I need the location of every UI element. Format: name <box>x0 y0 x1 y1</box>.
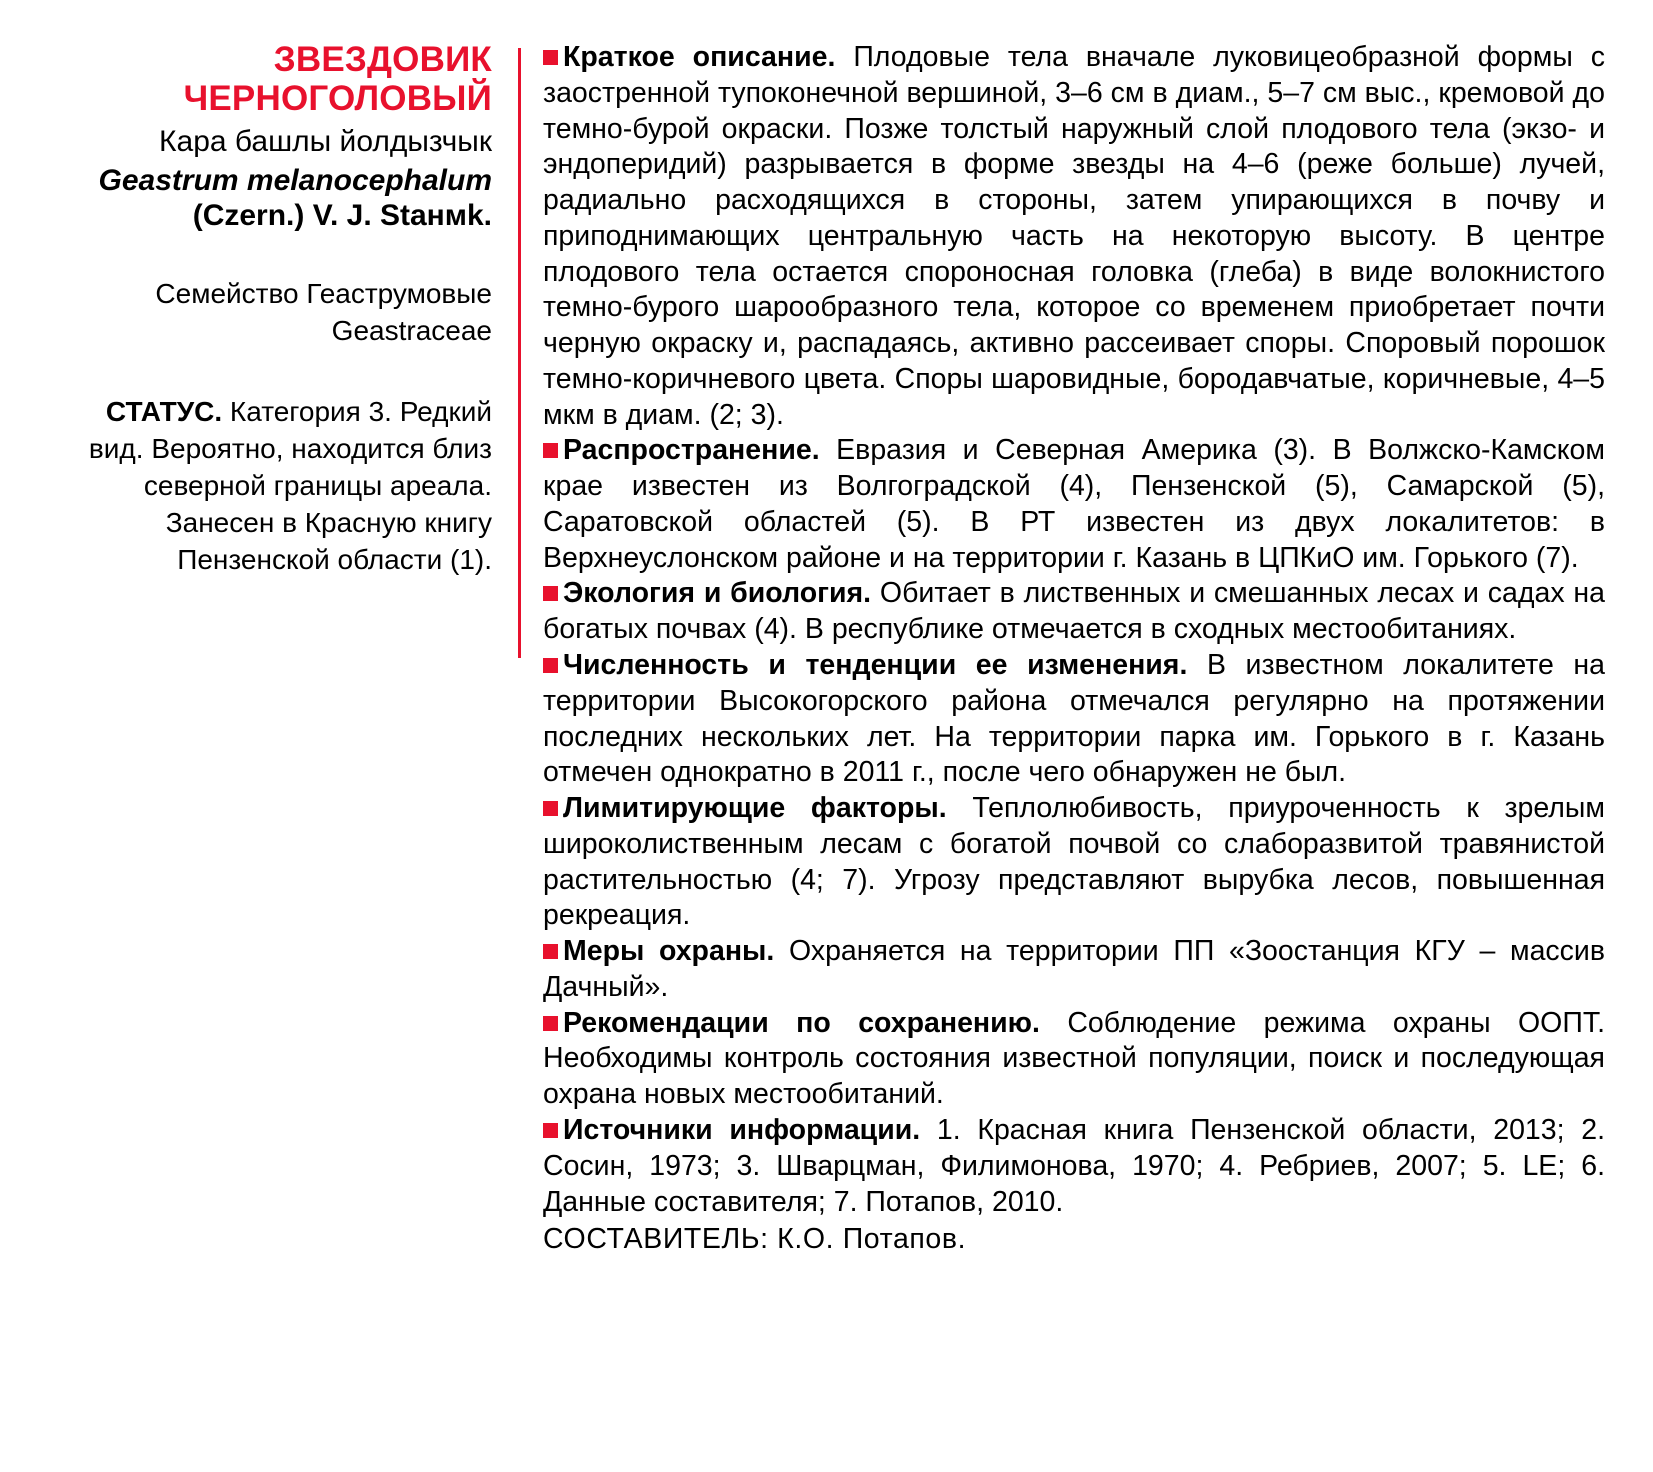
species-name-russian: ЗВЕЗДОВИК ЧЕРНОГОЛОВЫЙ <box>183 40 492 119</box>
species-name-tatar: Кара башлы йолдызчык <box>159 125 492 159</box>
section-information-sources <box>543 1113 1605 1220</box>
section-protection-measures <box>543 934 1605 1006</box>
species-authority: (Czern.) V. J. Staнмk. <box>192 199 492 233</box>
square-bullet-icon <box>543 443 558 458</box>
section-title: Численность и тенденции ее изменения. <box>563 649 1188 682</box>
status-label: СТАТУС. <box>105 396 223 428</box>
family-name-latin: Geastraceae <box>331 314 492 346</box>
species-header-column <box>48 40 518 579</box>
section-body: Обитает в лиственных и смешанных лесах и садах на богатых почвах (4). В республике отмечается в сходных местообитаниях. <box>543 577 1606 646</box>
section-body: Плодовые тела вначале луковицеобразной формы с заостренной тупоконечной вершиной, 3–6 см в диам., 5–7 см выс., кремовой до темно-бурой окраски. Позже толстый наружный слой плодового тела (экзо- и эндоперидий) разрывается в форме звезды на 4–6 (реже больше) лучей, радиально расходящихся в стороны, затем упирающихся в почву и приподнимающих центральную часть на некоторую высоту. В центре плодового тела остается спороносная головка (глеба) в виде волокнистого темно-бурого шарообразного тела, которое со временем приобретает почти черную окраску и, распадаясь, активно рассеивает споры. Споровый порошок темно-коричневого цвета. Споры шаровидные, бородавчатые, коричневые, 4–5 мкм в диам. (2; 3). <box>543 41 1605 431</box>
section-ecology-biology <box>543 576 1605 648</box>
species-description-column <box>521 40 1605 1258</box>
compiler-line: СОСТАВИТЕЛЬ: К.О. Потапов. <box>543 1223 967 1256</box>
section-conservation-recommendations <box>543 1006 1605 1113</box>
square-bullet-icon <box>543 658 558 673</box>
species-name-latin: Geastrum melanocephalum <box>98 163 492 197</box>
section-brief-description <box>543 40 1605 433</box>
section-title: Экология и биология. <box>563 577 872 610</box>
section-title: Лимитирующие факторы. <box>563 792 947 825</box>
family-block <box>48 276 492 349</box>
square-bullet-icon <box>543 801 558 816</box>
family-name-russian: Семейство Геаструмовые <box>155 278 492 310</box>
square-bullet-icon <box>543 50 558 65</box>
square-bullet-icon <box>543 944 558 959</box>
section-limiting-factors <box>543 791 1605 934</box>
section-title: Меры охраны. <box>563 935 775 968</box>
section-body: Соблюдение режима охраны ООПТ. Необходимы контроль состояния известной популяции, поиск и последующая охрана новых местообитаний. <box>543 1006 1605 1111</box>
status-block <box>48 394 492 579</box>
section-body: 1. Красная книга Пензенской области, 2013; 2. Сосин, 1973; 3. Шварцман, Филимонова, 1970; 4. Ребриев, 2007; 5. LE; 6. Данные составителя; 7. Потапов, 2010. <box>543 1113 1606 1218</box>
section-title: Рекомендации по сохранению. <box>563 1006 1040 1039</box>
square-bullet-icon <box>543 586 558 601</box>
section-distribution <box>543 433 1605 576</box>
status-text: Категория 3. Редкий вид. Вероятно, находится близ северной границы ареала. Занесен в Красную книгу Пензенской области (1). <box>88 396 492 575</box>
section-body: Охраняется на территории ПП «Зоостанция КГУ – массив Дачный». <box>543 935 1605 1003</box>
square-bullet-icon <box>543 1123 558 1138</box>
square-bullet-icon <box>543 1016 558 1031</box>
section-title: Источники информации. <box>563 1113 921 1146</box>
section-body: В известном локалитете на территории Высокогорского района отмечался регулярно на протяжении последних нескольких лет. На территории парка им. Горького в г. Казань отмечен однократно в 2011 г., после чего обнаружен не был. <box>543 649 1605 789</box>
section-population-trends <box>543 648 1605 791</box>
section-body: Евразия и Северная Америка (3). В Волжско-Камском крае известен из Волгоградской (4), Пензенской (5), Самарской (5), Саратовской областей (5). В РТ известен из двух локалитетов: в Верхнеуслонском районе и на территории г. Казань в ЦПКиО им. Горького (7). <box>543 434 1605 574</box>
section-title: Распространение. <box>563 434 820 467</box>
section-title: Краткое описание. <box>563 41 836 73</box>
section-body: Теплолюбивость, приуроченность к зрелым широколиственным лесам с богатой почвой со слаборазвитой травянистой растительностью (4; 7). Угрозу представляют вырубка лесов, повышенная рекреация. <box>543 792 1606 932</box>
